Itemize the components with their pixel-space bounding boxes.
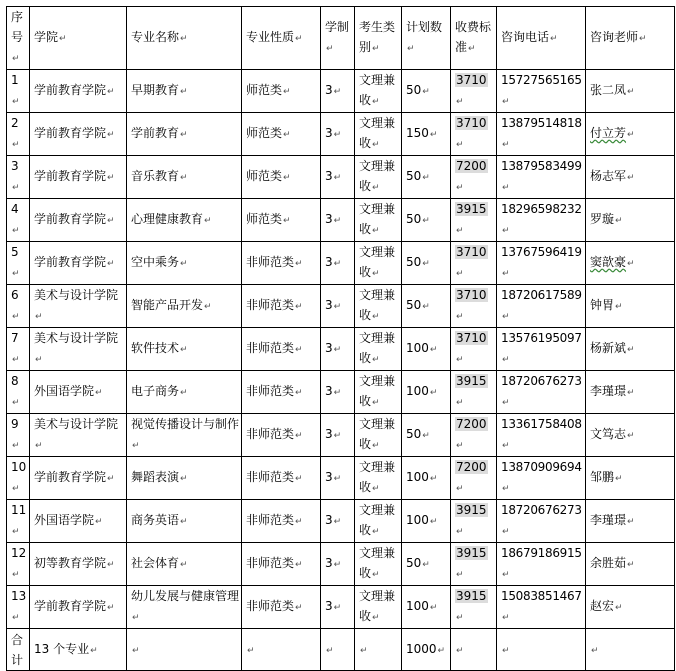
cell-plan: 50↵ (402, 285, 451, 328)
cell-teacher: 张二凤↵ (586, 70, 675, 113)
cell-college: 外国语学院↵ (30, 500, 127, 543)
cell-phone: 13870909694↵ (497, 457, 586, 500)
total-empty-cell: ↵ (321, 629, 355, 671)
cell-college: 学前教育学院↵ (30, 457, 127, 500)
cell-plan: 100↵ (402, 586, 451, 629)
cell-plan: 100↵ (402, 328, 451, 371)
table-row (7, 457, 675, 500)
cell-fee: 3710↵ (451, 113, 497, 156)
total-majors-cell: 13 个专业↵ (30, 629, 127, 671)
cell-type: 文理兼收↵ (355, 156, 402, 199)
cell-phone: 15727565165↵ (497, 70, 586, 113)
cell-type: 文理兼收↵ (355, 371, 402, 414)
cell-teacher: 付立芳↵ (586, 113, 675, 156)
cell-nature: 非师范类↵ (242, 285, 321, 328)
cell-major: 早期教育↵ (127, 70, 242, 113)
cell-phone: 18720617589↵ (497, 285, 586, 328)
cell-fee: 7200↵ (451, 457, 497, 500)
cell-college: 学前教育学院↵ (30, 586, 127, 629)
table-row (7, 328, 675, 371)
total-empty-cell: ↵ (355, 629, 402, 671)
cell-type: 文理兼收↵ (355, 199, 402, 242)
cell-years: 3↵ (321, 457, 355, 500)
cell-fee: 3915↵ (451, 199, 497, 242)
cell-teacher: 杨志军↵ (586, 156, 675, 199)
cell-phone: 18720676273↵ (497, 371, 586, 414)
cell-nature: 非师范类↵ (242, 371, 321, 414)
cell-plan: 50↵ (402, 70, 451, 113)
cell-type: 文理兼收↵ (355, 457, 402, 500)
cell-major: 智能产品开发↵ (127, 285, 242, 328)
total-plan-cell: 1000↵ (402, 629, 451, 671)
cell-teacher: 李瑾璟↵ (586, 371, 675, 414)
cell-type: 文理兼收↵ (355, 414, 402, 457)
cell-seq: 4↵ (7, 199, 30, 242)
cell-nature: 师范类↵ (242, 156, 321, 199)
cell-college: 学前教育学院↵ (30, 113, 127, 156)
cell-phone: 13361758408↵ (497, 414, 586, 457)
table-row (7, 113, 675, 156)
cell-nature: 非师范类↵ (242, 500, 321, 543)
cell-teacher: 文笃志↵ (586, 414, 675, 457)
cell-years: 3↵ (321, 543, 355, 586)
cell-type: 文理兼收↵ (355, 543, 402, 586)
cell-college: 美术与设计学院↵ (30, 285, 127, 328)
cell-type: 文理兼收↵ (355, 328, 402, 371)
header-seq: 序号↵ (7, 7, 30, 70)
cell-nature: 非师范类↵ (242, 328, 321, 371)
cell-college: 美术与设计学院↵ (30, 414, 127, 457)
cell-phone: 18679186915↵ (497, 543, 586, 586)
cell-plan: 50↵ (402, 156, 451, 199)
cell-phone: 13576195097↵ (497, 328, 586, 371)
cell-plan: 50↵ (402, 543, 451, 586)
cell-plan: 50↵ (402, 414, 451, 457)
cell-phone: 18296598232↵ (497, 199, 586, 242)
table-row (7, 242, 675, 285)
cell-fee: 3915↵ (451, 543, 497, 586)
cell-major: 舞蹈表演↵ (127, 457, 242, 500)
header-fee: 收费标准↵ (451, 7, 497, 70)
cell-college: 学前教育学院↵ (30, 70, 127, 113)
cell-years: 3↵ (321, 328, 355, 371)
total-empty-cell: ↵ (586, 629, 675, 671)
cell-fee: 7200↵ (451, 414, 497, 457)
cell-phone: 13767596419↵ (497, 242, 586, 285)
cell-major: 空中乘务↵ (127, 242, 242, 285)
table-row (7, 70, 675, 113)
cell-nature: 师范类↵ (242, 199, 321, 242)
cell-college: 学前教育学院↵ (30, 156, 127, 199)
cell-seq: 1↵ (7, 70, 30, 113)
cell-years: 3↵ (321, 371, 355, 414)
cell-years: 3↵ (321, 414, 355, 457)
cell-teacher: 余胜茹↵ (586, 543, 675, 586)
cell-plan: 100↵ (402, 457, 451, 500)
cell-teacher: 赵宏↵ (586, 586, 675, 629)
cell-teacher: 邹鹏↵ (586, 457, 675, 500)
cell-major: 软件技术↵ (127, 328, 242, 371)
cell-college: 学前教育学院↵ (30, 242, 127, 285)
cell-fee: 3915↵ (451, 586, 497, 629)
cell-fee: 3915↵ (451, 500, 497, 543)
cell-phone: 13879583499↵ (497, 156, 586, 199)
table-row (7, 414, 675, 457)
cell-fee: 3710↵ (451, 70, 497, 113)
cell-fee: 7200↵ (451, 156, 497, 199)
header-college: 学院↵ (30, 7, 127, 70)
header-major: 专业名称↵ (127, 7, 242, 70)
cell-seq: 13↵ (7, 586, 30, 629)
cell-major: 幼儿发展与健康管理↵ (127, 586, 242, 629)
table-row (7, 371, 675, 414)
cell-seq: 8↵ (7, 371, 30, 414)
cell-nature: 师范类↵ (242, 113, 321, 156)
header-row (7, 7, 675, 70)
cell-major: 学前教育↵ (127, 113, 242, 156)
cell-major: 心理健康教育↵ (127, 199, 242, 242)
table-row (7, 500, 675, 543)
table-row (7, 199, 675, 242)
cell-type: 文理兼收↵ (355, 500, 402, 543)
cell-nature: 非师范类↵ (242, 586, 321, 629)
total-empty-cell: ↵ (451, 629, 497, 671)
cell-college: 学前教育学院↵ (30, 199, 127, 242)
cell-college: 美术与设计学院↵ (30, 328, 127, 371)
cell-years: 3↵ (321, 113, 355, 156)
cell-plan: 100↵ (402, 500, 451, 543)
cell-seq: 5↵ (7, 242, 30, 285)
header-plan: 计划数↵ (402, 7, 451, 70)
table-row (7, 543, 675, 586)
cell-years: 3↵ (321, 242, 355, 285)
cell-years: 3↵ (321, 586, 355, 629)
header-type: 考生类别↵ (355, 7, 402, 70)
cell-years: 3↵ (321, 70, 355, 113)
total-empty-cell: ↵ (497, 629, 586, 671)
cell-type: 文理兼收↵ (355, 242, 402, 285)
cell-major: 音乐教育↵ (127, 156, 242, 199)
total-empty-cell: ↵ (127, 629, 242, 671)
cell-nature: 非师范类↵ (242, 543, 321, 586)
cell-seq: 6↵ (7, 285, 30, 328)
table-row (7, 285, 675, 328)
cell-type: 文理兼收↵ (355, 285, 402, 328)
cell-teacher: 罗璇↵ (586, 199, 675, 242)
cell-plan: 50↵ (402, 199, 451, 242)
cell-plan: 150↵ (402, 113, 451, 156)
cell-teacher: 李瑾璟↵ (586, 500, 675, 543)
cell-years: 3↵ (321, 156, 355, 199)
cell-seq: 9↵ (7, 414, 30, 457)
cell-years: 3↵ (321, 500, 355, 543)
header-years: 学制↵ (321, 7, 355, 70)
cell-fee: 3710↵ (451, 328, 497, 371)
cell-major: 电子商务↵ (127, 371, 242, 414)
cell-fee: 3710↵ (451, 242, 497, 285)
table-row (7, 586, 675, 629)
cell-nature: 非师范类↵ (242, 457, 321, 500)
header-teacher: 咨询老师↵ (586, 7, 675, 70)
cell-nature: 非师范类↵ (242, 242, 321, 285)
cell-teacher: 钟胃↵ (586, 285, 675, 328)
cell-type: 文理兼收↵ (355, 113, 402, 156)
cell-phone: 13879514818↵ (497, 113, 586, 156)
table-row (7, 156, 675, 199)
total-row (7, 629, 675, 671)
cell-nature: 师范类↵ (242, 70, 321, 113)
header-nature: 专业性质↵ (242, 7, 321, 70)
total-empty-cell: ↵ (242, 629, 321, 671)
cell-type: 文理兼收↵ (355, 70, 402, 113)
cell-college: 初等教育学院↵ (30, 543, 127, 586)
cell-type: 文理兼收↵ (355, 586, 402, 629)
enrollment-plan-table (6, 6, 675, 671)
cell-phone: 15083851467↵ (497, 586, 586, 629)
cell-fee: 3710↵ (451, 285, 497, 328)
cell-seq: 3↵ (7, 156, 30, 199)
cell-college: 外国语学院↵ (30, 371, 127, 414)
cell-seq: 10↵ (7, 457, 30, 500)
cell-major: 商务英语↵ (127, 500, 242, 543)
total-label-cell: 合计 (7, 629, 30, 671)
cell-seq: 11↵ (7, 500, 30, 543)
cell-major: 视觉传播设计与制作↵ (127, 414, 242, 457)
cell-seq: 12↵ (7, 543, 30, 586)
cell-teacher: 窦歆豪↵ (586, 242, 675, 285)
cell-plan: 100↵ (402, 371, 451, 414)
header-phone: 咨询电话↵ (497, 7, 586, 70)
cell-teacher: 杨新斌↵ (586, 328, 675, 371)
cell-plan: 50↵ (402, 242, 451, 285)
cell-fee: 3915↵ (451, 371, 497, 414)
cell-years: 3↵ (321, 285, 355, 328)
cell-major: 社会体育↵ (127, 543, 242, 586)
cell-nature: 非师范类↵ (242, 414, 321, 457)
cell-phone: 18720676273↵ (497, 500, 586, 543)
cell-seq: 7↵ (7, 328, 30, 371)
cell-seq: 2↵ (7, 113, 30, 156)
cell-years: 3↵ (321, 199, 355, 242)
